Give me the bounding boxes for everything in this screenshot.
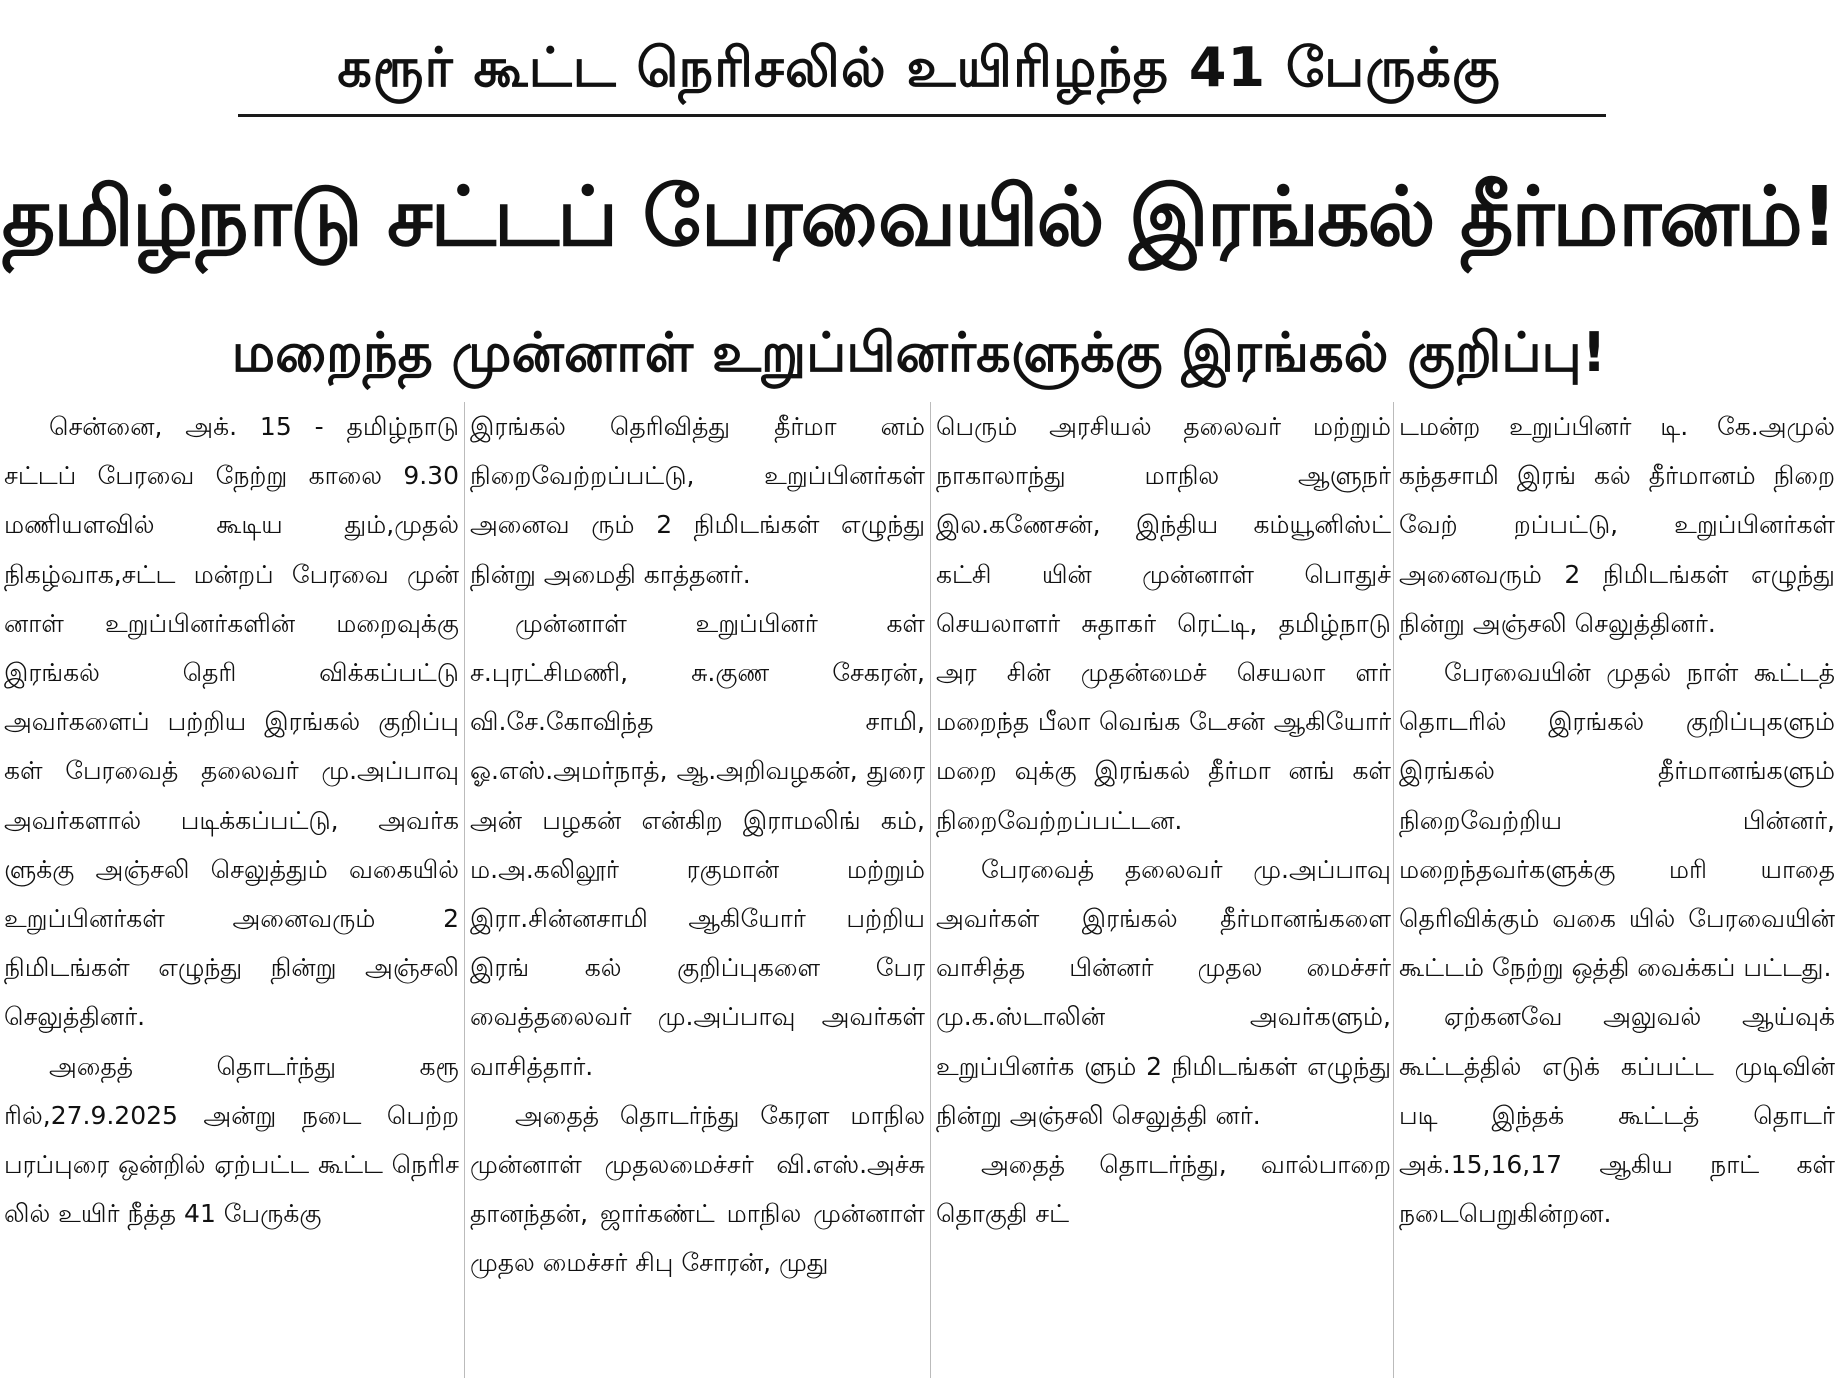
paragraph: பேரவைத் தலைவர் மு.அப்பாவு அவர்கள் இரங்கல் தீர்மானங்களை வாசித்த பின்னர் முதல மைச்சர் மு.க.ஸ்டாலின் அவர்களும், உறுப்பினர்க ளும் 2 நிமிடங்கள் எழுந்து நின்று அஞ்சலி செலுத்தி னர். <box>936 854 1391 1130</box>
paragraph: பேரவையின் முதல் நாள் கூட்டத் தொடரில் இரங்கல் குறிப்புகளும் இரங்கல் தீர்மானங்களும் நிறைவேற்றிய பின்னர், மறைந்தவர்களுக்கு மரி யாதை தெரிவிக்கும் வகை யில் பேரவையின் கூட்டம் நேற்று ஒத்தி வைக்கப் பட்டது. <box>1399 658 1835 983</box>
paragraph: அதைத் தொடர்ந்து கேரள மாநில முன்னாள் முதலமைச்சர் வி.எஸ்.அச்சு தானந்தன், ஜார்கண்ட் மாநில முன்னாள் முதல மைச்சர் சிபு சோரன், முது <box>470 1100 925 1278</box>
paragraph: அதைத் தொடர்ந்து கரூ ரில்,27.9.2025 அன்று நடை பெற்ற பரப்புரை ஒன்றில் ஏற்பட்ட கூட்ட நெரிச லில் உயிர் நீத்த 41 பேருக்கு <box>4 1051 459 1229</box>
article-body <box>0 402 1838 1378</box>
article-column-2 <box>470 402 925 1378</box>
paragraph: பெரும் அரசியல் தலைவர் மற்றும் நாகாலாந்து மாநில ஆளுநர் இல.கணேசன், இந்திய கம்யூனிஸ்ட் கட்சி யின் முன்னாள் பொதுச் செயலாளர் சுதாகர் ரெட்டி, தமிழ்நாடு அர சின் முதன்மைச் செயலா ளர் மறைந்த பீலா வெங்க டேசன் ஆகியோர் மறை வுக்கு இரங்கல் தீர்மா னங் கள் நிறைவேற்றப்பட்டன. <box>936 412 1391 835</box>
paragraph: டமன்ற உறுப்பினர் டி. கே.அமுல் கந்தசாமி இரங் கல் தீர்மானம் நிறை வேற் றப்பட்டு, உறுப்பினர்கள் அனைவரும் 2 நிமிடங்கள் எழுந்து நின்று அஞ்சலி செலுத்தினர். <box>1399 412 1835 638</box>
column-divider <box>464 402 465 1378</box>
paragraph: முன்னாள் உறுப்பினர் கள் ச.புரட்சிமணி, சு.குண சேகரன், வி.சே.கோவிந்த சாமி, ஓ.எஸ்.அமர்நாத், ஆ.அறிவழகன், துரை அன் பழகன் என்கிற இராமலிங் கம், ம.அ.கலிலூர் ரகுமான் மற்றும் இரா.சின்னசாமி ஆகியோர் பற்றிய இரங் கல் குறிப்புகளை பேர வைத்தலைவர் மு.அப்பாவு அவர்கள் வாசித்தார். <box>470 608 925 1081</box>
kicker-headline: கரூர் கூட்ட நெரிசலில் உயிரிழந்த 41 பேருக்கு <box>337 36 1501 99</box>
column-divider <box>930 402 931 1378</box>
article-column-3 <box>936 402 1391 1378</box>
main-headline: தமிழ்நாடு சட்டப் பேரவையில் இரங்கல் தீர்மானம்! <box>1 170 1837 265</box>
article-column-4 <box>1399 402 1835 1378</box>
kicker-underline <box>238 114 1606 117</box>
paragraph: அதைத் தொடர்ந்து, வால்பாறை தொகுதி சட் <box>936 1150 1391 1229</box>
sub-headline: மறைந்த முன்னாள் உறுப்பினர்களுக்கு இரங்கல் குறிப்பு! <box>231 321 1607 384</box>
paragraph: ஏற்கனவே அலுவல் ஆய்வுக் கூட்டத்தில் எடுக் கப்பட்ட முடிவின் படி இந்தக் கூட்டத் தொடர் அக்.15,16,17 ஆகிய நாட் கள் நடைபெறுகின்றன. <box>1399 1002 1835 1229</box>
article-column-1 <box>4 402 459 1378</box>
paragraph: இரங்கல் தெரிவித்து தீர்மா னம் நிறைவேற்றப்பட்டு, உறுப்பினர்கள் அனைவ ரும் 2 நிமிடங்கள் எழுந்து நின்று அமைதி காத்தனர். <box>470 412 925 589</box>
column-divider <box>1393 402 1394 1378</box>
paragraph: சென்னை, அக். 15 - தமிழ்நாடு சட்டப் பேரவை நேற்று காலை 9.30 மணியளவில் கூடிய தும்,முதல் நிகழ்வாக,சட்ட மன்றப் பேரவை முன் னாள் உறுப்பினர்களின் மறைவுக்கு இரங்கல் தெரி விக்கப்பட்டு அவர்களைப் பற்றிய இரங்கல் குறிப்பு கள் பேரவைத் தலைவர் மு.அப்பாவு அவர்களால் படிக்கப்பட்டு, அவர்க ளுக்கு அஞ்சலி செலுத்தும் வகையில் உறுப்பினர்கள் அனைவரும் 2 நிமிடங்கள் எழுந்து நின்று அஞ்சலி செலுத்தினர். <box>4 412 459 1032</box>
